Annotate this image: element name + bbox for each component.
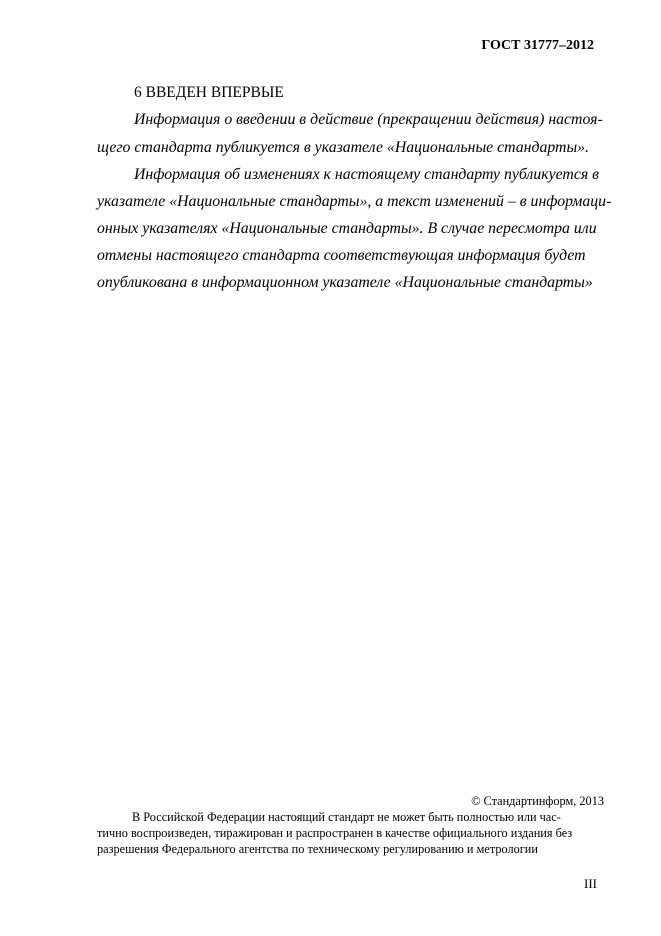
- paragraph-line: онных указателях «Национальные стандарты». В случае пересмотра или: [97, 220, 597, 237]
- notice-line: разрешения Федерального агентства по техническому регулированию и метрологии: [97, 842, 538, 856]
- paragraph-line: Информация о введении в действие (прекращении действия) настоя-: [134, 111, 603, 128]
- document-code-header: ГОСТ 31777–2012: [481, 38, 594, 53]
- paragraph-line: щего стандарта публикуется в указателе «Национальные стандарты».: [97, 139, 590, 156]
- paragraph-line: отмены настоящего стандарта соответствующая информация будет: [97, 247, 586, 264]
- copyright-notice: © Стандартинформ, 2013: [471, 794, 604, 808]
- notice-line: В Российской Федерации настоящий стандарт не может быть полностью или час-: [132, 810, 561, 824]
- paragraph-line: опубликована в информационном указателе «Национальные стандарты»: [97, 274, 593, 291]
- section-heading: 6 ВВЕДЕН ВПЕРВЫЕ: [134, 84, 284, 101]
- paragraph-line: Информация об изменениях к настоящему стандарту публикуется в: [134, 166, 599, 183]
- page-number: III: [584, 876, 597, 891]
- paragraph-line: указателе «Национальные стандарты», а текст изменений – в информаци-: [97, 193, 612, 210]
- notice-line: тично воспроизведен, тиражирован и распространен в качестве официального издания без: [97, 826, 573, 840]
